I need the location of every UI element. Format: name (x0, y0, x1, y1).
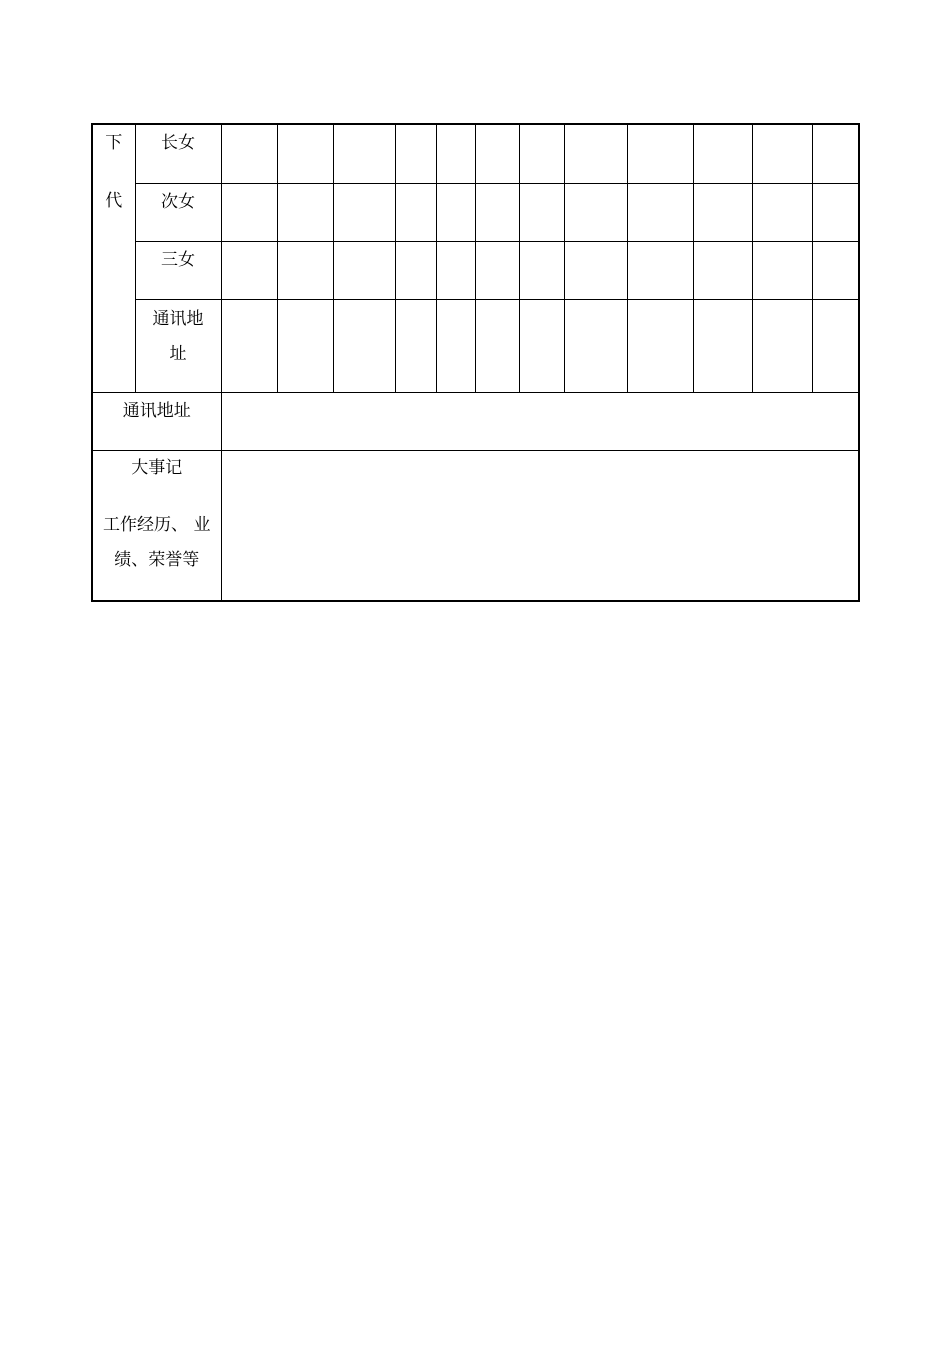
family-info-table (91, 123, 860, 602)
input-cell[interactable] (475, 299, 519, 392)
input-cell[interactable] (475, 183, 519, 241)
events-label-title: 大事记 (131, 457, 183, 478)
input-cell[interactable] (395, 124, 436, 183)
input-cell[interactable] (519, 183, 564, 241)
input-cell[interactable] (627, 124, 693, 183)
input-cell[interactable] (475, 124, 519, 183)
input-cell[interactable] (277, 183, 333, 241)
row-label-cell (135, 183, 221, 241)
input-cell[interactable] (812, 183, 859, 241)
events-input-cell[interactable] (221, 450, 859, 601)
row-label: 三女 (161, 249, 195, 270)
input-cell[interactable] (564, 183, 627, 241)
address-label-cell (92, 392, 221, 450)
input-cell[interactable] (752, 299, 812, 392)
input-cell[interactable] (519, 124, 564, 183)
input-cell[interactable] (436, 183, 475, 241)
input-cell[interactable] (752, 241, 812, 299)
events-label-cell (92, 450, 221, 601)
input-cell[interactable] (564, 241, 627, 299)
input-cell[interactable] (395, 299, 436, 392)
input-cell[interactable] (436, 241, 475, 299)
row-label-cell (135, 241, 221, 299)
input-cell[interactable] (333, 124, 395, 183)
input-cell[interactable] (693, 183, 752, 241)
input-cell[interactable] (693, 241, 752, 299)
group-label (93, 114, 135, 230)
input-cell[interactable] (333, 299, 395, 392)
input-cell[interactable] (812, 241, 859, 299)
input-cell[interactable] (221, 124, 277, 183)
table-row (92, 450, 859, 601)
input-cell[interactable] (752, 183, 812, 241)
input-cell[interactable] (475, 241, 519, 299)
input-cell[interactable] (277, 124, 333, 183)
row-label: 长女 (161, 133, 195, 153)
address-label: 通讯地址 (122, 400, 191, 421)
events-label-detail: 工作经历、 业绩、荣誉等 (103, 514, 211, 570)
group-label-char: 下 (105, 133, 123, 153)
input-cell[interactable] (627, 183, 693, 241)
input-cell[interactable] (221, 299, 277, 392)
row-label-cell (135, 124, 221, 183)
input-cell[interactable] (812, 299, 859, 392)
input-cell[interactable] (627, 241, 693, 299)
table-row (92, 299, 859, 392)
input-cell[interactable] (519, 241, 564, 299)
table-row (92, 183, 859, 241)
input-cell[interactable] (221, 241, 277, 299)
row-label: 次女 (161, 191, 195, 212)
input-cell[interactable] (436, 299, 475, 392)
input-cell[interactable] (395, 183, 436, 241)
input-cell[interactable] (564, 124, 627, 183)
input-cell[interactable] (627, 299, 693, 392)
group-label-char: 代 (105, 191, 123, 211)
input-cell[interactable] (752, 124, 812, 183)
row-label-cell (135, 299, 221, 392)
input-cell[interactable] (436, 124, 475, 183)
table-row (92, 392, 859, 450)
input-cell[interactable] (812, 124, 859, 183)
input-cell[interactable] (564, 299, 627, 392)
input-cell[interactable] (277, 241, 333, 299)
input-cell[interactable] (395, 241, 436, 299)
group-label-cell (92, 124, 135, 392)
input-cell[interactable] (693, 299, 752, 392)
table-row (92, 124, 859, 183)
row-label: 通讯地址 (152, 308, 204, 364)
input-cell[interactable] (333, 241, 395, 299)
input-cell[interactable] (519, 299, 564, 392)
table-row (92, 241, 859, 299)
input-cell[interactable] (277, 299, 333, 392)
input-cell[interactable] (221, 183, 277, 241)
events-label (93, 451, 221, 578)
input-cell[interactable] (333, 183, 395, 241)
address-input-cell[interactable] (221, 392, 859, 450)
input-cell[interactable] (693, 124, 752, 183)
